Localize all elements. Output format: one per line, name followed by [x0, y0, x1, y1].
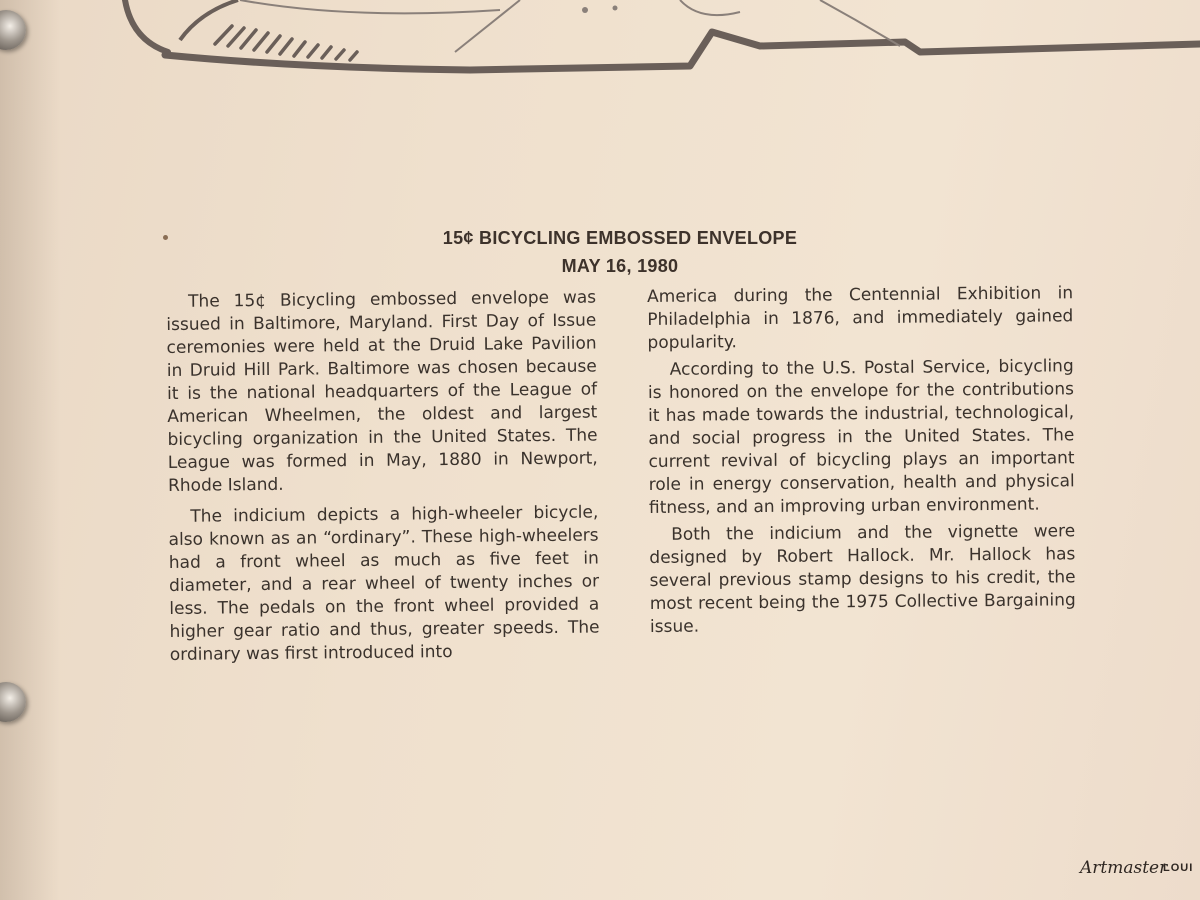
paragraph-issue-info: The 15¢ Bicycling embossed envelope was issued in Baltimore, Maryland. First Day of Issue ceremonies were held at the Druid Lake Pavilion in Druid Hill Park. Baltimore was chosen because it is the national headquarters of the League of American Wheelmen, the oldest and largest bicycling organization in the United States. The League was formed in May, 1880 in Newport, Rhode Island. — [166, 287, 598, 496]
bicycle-sketch-illustration — [0, 0, 1200, 90]
publisher-imprint: LOUI — [1163, 862, 1194, 874]
right-column — [647, 282, 1076, 639]
paragraph-indicium-continued: America during the Centennial Exhibition in Philadelphia in 1876, and immediately gained popularity. — [647, 283, 1074, 353]
paragraph-postal-service: According to the U.S. Postal Service, bicycling is honored on the envelope for the contributions it has made towards the industrial, technological, and social progress in the United States. The current revival of bicycling plays an important role in energy conservation, health and physical fitness, and an improving urban environment. — [647, 356, 1075, 518]
paragraph-designer: Both the indicium and the vignette were designed by Robert Hallock. Mr. Hallock has several previous stamp designs to his credit, the most recent being the 1975 Collective Bargaining issue. — [649, 521, 1076, 637]
issue-date: MAY 16, 1980 — [561, 256, 679, 276]
publisher-logo: Artmaster — [1080, 858, 1168, 878]
left-column — [166, 286, 600, 666]
paragraph-indicium: The indicium depicts a high-wheeler bicycle, also known as an “ordinary”. These high-wheelers had a front wheel as much as five feet in diameter, and a rear wheel of twenty inches or less. The pedals on the front wheel provided a higher gear ratio and thus, greater speeds. The ordinary was first introduced into — [168, 502, 600, 665]
page-title: 15¢ BICYCLING EMBOSSED ENVELOPE — [442, 228, 798, 248]
page-fold-shadow — [0, 0, 60, 900]
paper-speck — [163, 235, 168, 240]
